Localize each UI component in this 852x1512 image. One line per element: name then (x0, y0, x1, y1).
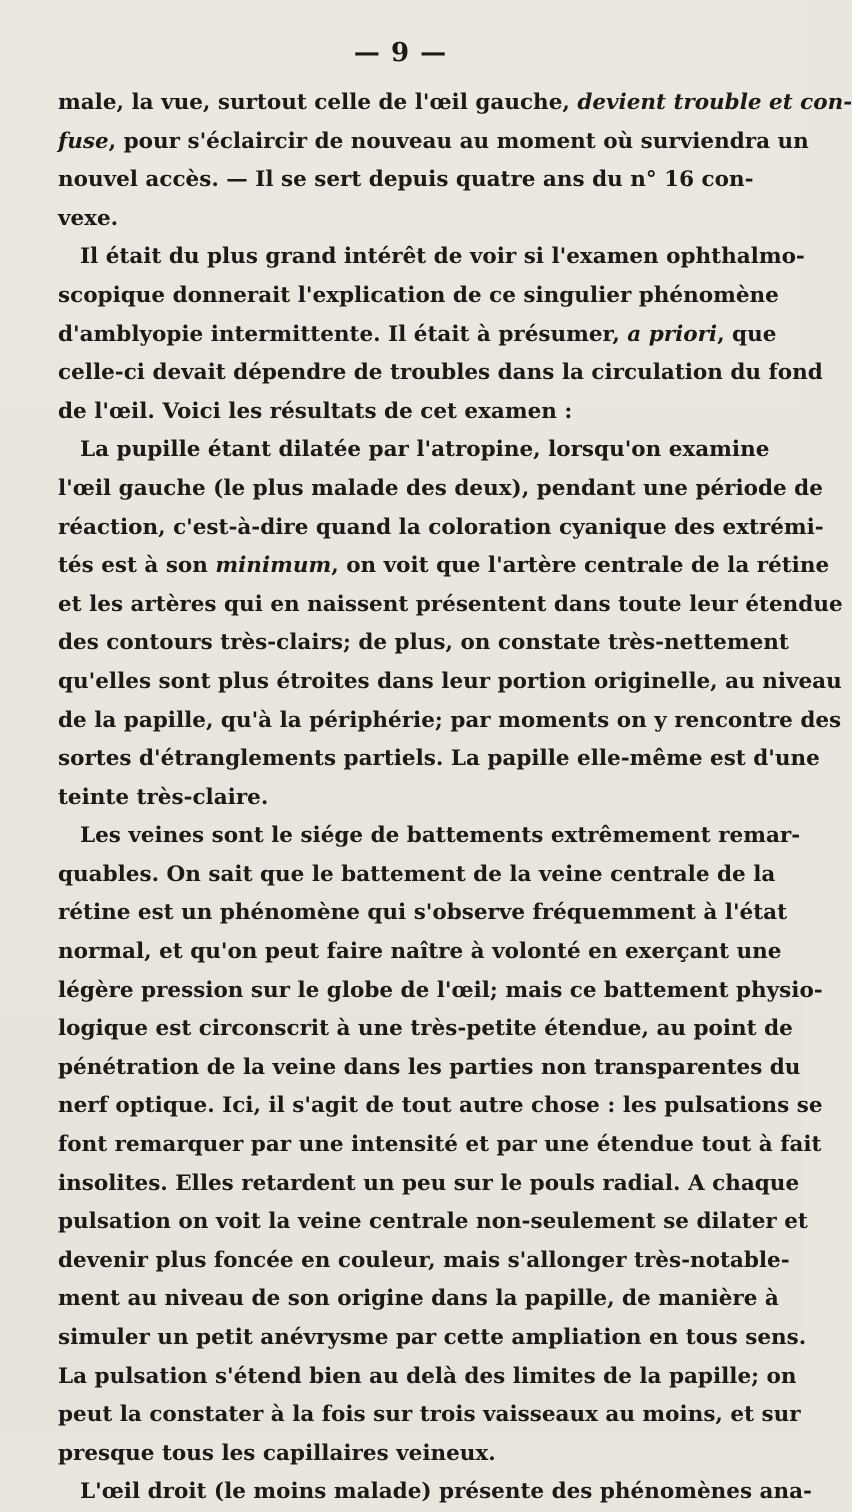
text-line: de l'œil. Voici les résultats de cet examen : (58, 398, 573, 424)
text-line: Il était du plus grand intérêt de voir si l'examen ophthalmo- (80, 244, 805, 270)
text-line: logique est circonscrit à une très-petite étendue, au point de (58, 1016, 793, 1042)
text-line: vexe. (58, 205, 119, 231)
text-line: des contours très-clairs; de plus, on constate très-nettement (58, 630, 789, 656)
text-line: et les artères qui en naissent présentent dans toute leur étendue (58, 591, 843, 617)
text-line: réaction, c'est-à-dire quand la coloration cyanique des extrémi- (58, 514, 824, 540)
text-line: nouvel accès. — Il se sert depuis quatre ans du n° 16 con- (58, 167, 754, 193)
text-line: presque tous les capillaires veineux. (58, 1440, 496, 1466)
text-line: normal, et qu'on peut faire naître à volonté en exerçant une (58, 939, 782, 965)
text-line: celle-ci devait dépendre de troubles dans la circulation du fond (58, 360, 823, 386)
body-text (58, 84, 852, 1512)
text-line: d'amblyopie intermittente. Il était à présumer, a priori, que (58, 321, 777, 347)
text-line: La pupille étant dilatée par l'atropine, lorsqu'on examine (80, 437, 770, 463)
text-line: simuler un petit anévrysme par cette ampliation en tous sens. (58, 1325, 807, 1350)
text-line: pénétration de la veine dans les parties non transparentes du (58, 1054, 801, 1080)
text-line: sortes d'étranglements partiels. La papille elle-même est d'une (58, 746, 820, 772)
text-line: rétine est un phénomène qui s'observe fréquemment à l'état (58, 900, 787, 926)
text-line: peut la constater à la fois sur trois vaisseaux au moins, et sur (58, 1402, 801, 1428)
text-line: devenir plus foncée en couleur, mais s'allonger très-notable- (58, 1247, 790, 1273)
text-line: de la papille, qu'à la périphérie; par moments on y rencontre des (58, 707, 842, 733)
text-line: tés est à son minimum, on voit que l'artère centrale de la rétine (58, 553, 830, 579)
text-line: légère pression sur le globe de l'œil; mais ce battement physio- (58, 977, 823, 1003)
text-line: La pulsation s'étend bien au delà des limites de la papille; on (58, 1363, 797, 1389)
text-line: insolites. Elles retardent un peu sur le pouls radial. A chaque (58, 1170, 800, 1196)
text-line: pulsation on voit la veine centrale non-seulement se dilater et (58, 1209, 808, 1235)
text-line: male, la vue, surtout celle de l'œil gauche, devient trouble et con- (58, 90, 852, 115)
text-line: ment au niveau de son origine dans la papille, de manière à (58, 1286, 779, 1312)
text-line: font remarquer par une intensité et par une étendue tout à fait (58, 1132, 822, 1158)
text-line: scopique donnerait l'explication de ce singulier phénomène (58, 282, 779, 308)
text-line: teinte très-claire. (58, 784, 269, 810)
text-line: qu'elles sont plus étroites dans leur portion originelle, au niveau (58, 668, 842, 694)
text-line: l'œil gauche (le plus malade des deux), pendant une période de (58, 475, 823, 501)
text-line: fuse, pour s'éclaircir de nouveau au moment où surviendra un (58, 128, 809, 154)
text-line: Les veines sont le siége de battements extrêmement remar- (80, 823, 801, 849)
text-line: quables. On sait que le battement de la veine centrale de la (58, 861, 776, 887)
text-line: nerf optique. Ici, il s'agit de tout autre chose : les pulsations se (58, 1093, 823, 1119)
page-number: — 9 — (353, 38, 448, 68)
text-line: L'œil droit (le moins malade) présente des phénomènes ana- (80, 1479, 812, 1505)
